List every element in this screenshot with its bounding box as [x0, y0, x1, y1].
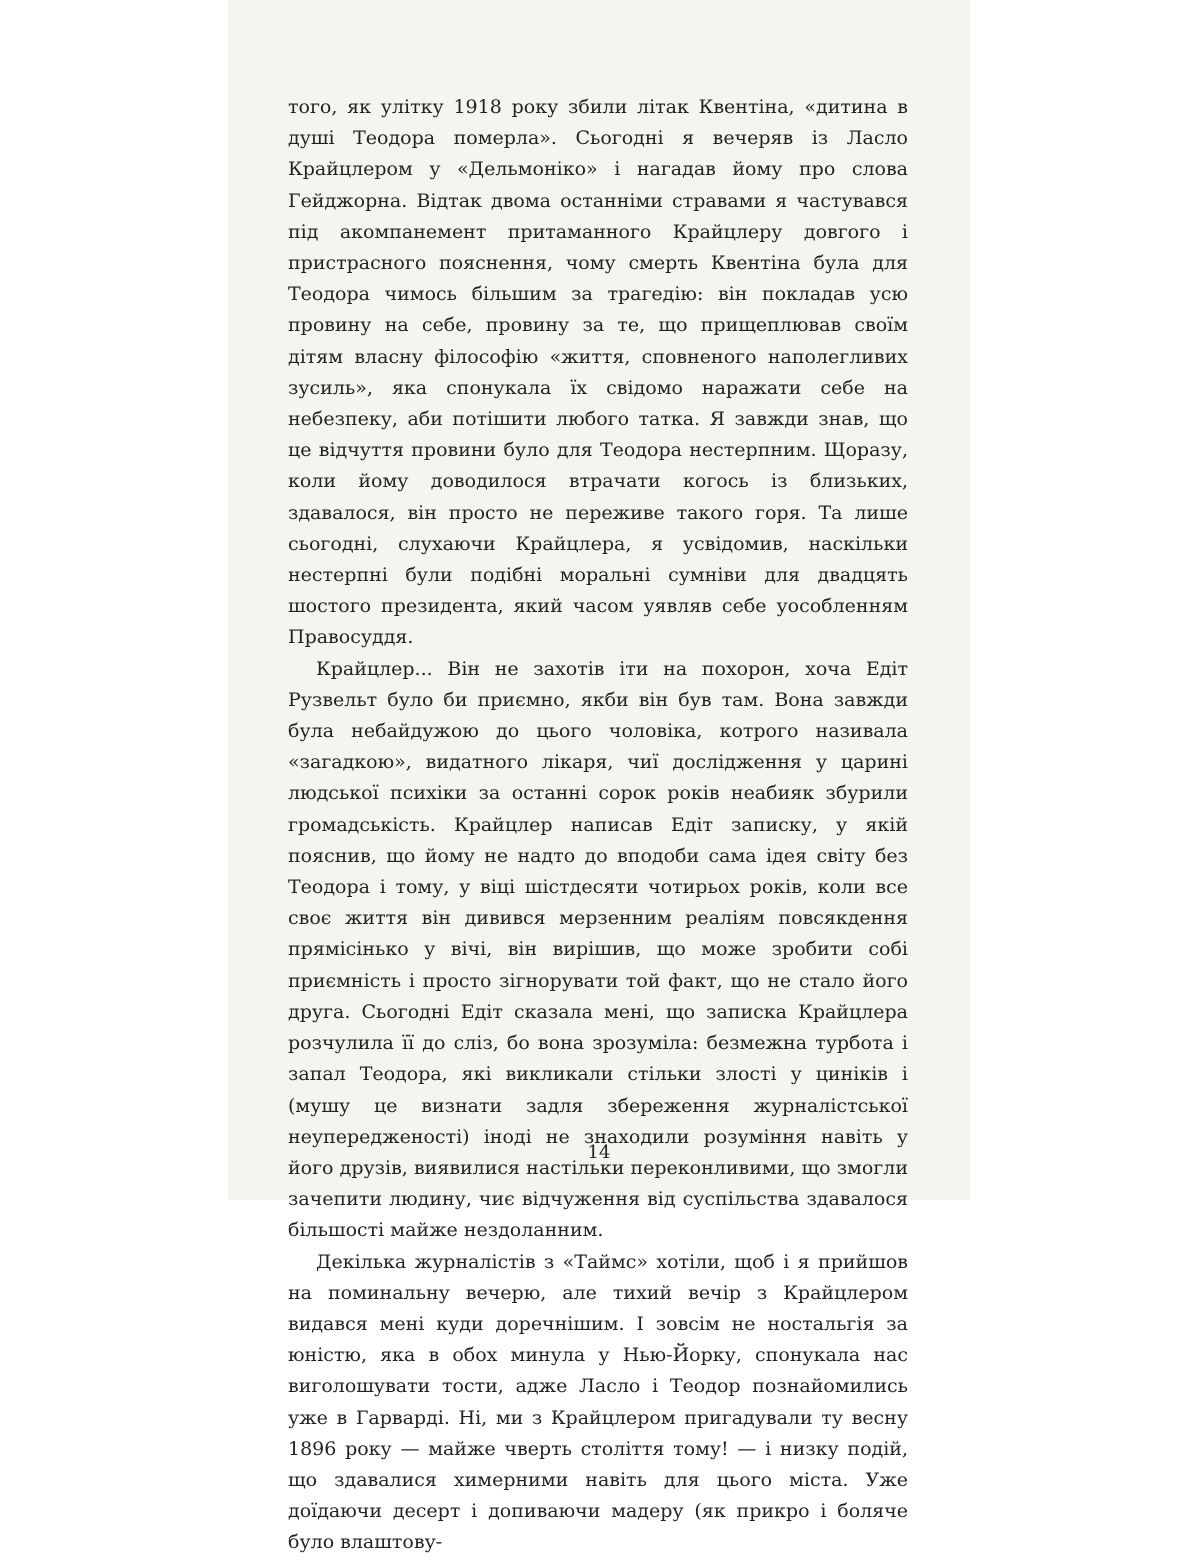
book-page	[228, 0, 970, 1554]
paragraph-2: Крайцлер... Він не захотів іти на похорон, хоча Едіт Рузвельт було би приємно, якби він був там. Вона завжди була небайдужою до цього чоловіка, котрого називала «загадкою», видатного лікаря, чиї дослідження у царині людської психіки за останні сорок років неабияк збурили громадськість. Крайцлер написав Едіт записку, у якій пояснив, що йому не надто до вподоби сама ідея світу без Теодора і тому, у віці шістдесяти чотирьох років, коли все своє життя він дивився мерзенним реаліям повсякдення прямісінько у вічі, він вирішив, що може зробити собі приємність і просто зігнорувати той факт, що не стало його друга. Сьогодні Едіт сказала мені, що записка Крайцлера розчулила її до сліз, бо вона зрозуміла: безмежна турбота і запал Теодора, які викликали стільки злості у циніків і (мушу це визнати задля збереження журналістської неупередженості) іноді не знаходили розуміння навіть у його друзів, виявилися настільки переконливими, що змогли зачепити людину, чиє відчуження від суспільства здавалося більшості майже нездоланним.	[288, 657, 908, 1242]
page-number: 14	[587, 1142, 611, 1163]
body-text	[288, 92, 908, 1559]
paragraph-3: Декілька журналістів з «Таймс» хотіли, щоб і я прийшов на поминальну вечерю, але тихий вечір з Крайцлером видався мені куди доречнішим. І зовсім не ностальгія за юністю, яка в обох минула у Нью-Йорку, спонукала нас виголошувати тости, адже Ласло і Теодор познайомились уже в Гарварді. Ні, ми з Крайцлером пригадували ту весну 1896 року — майже чверть століття тому! — і низку подій, що здавалися химерними навіть для цього міста. Уже доїдаючи десерт і допиваючи мадеру (як прикро і боляче було влаштову-	[288, 1250, 908, 1554]
paragraph-1: того, як улітку 1918 року збили літак Квентіна, «дитина в душі Теодора померла». Сьогодні я вечеряв із Ласло Крайцлером у «Дельмоніко» і нагадав йому про слова Гейджорна. Відтак двома останніми стравами я частувався під акомпанемент притаманного Крайцлеру довгого і пристрасного пояснення, чому смерть Квентіна була для Теодора чимось більшим за трагедію: він покладав усю провину на себе, провину за те, що прищеплював своїм дітям власну філософію «життя, сповненого наполегливих зусиль», яка спонукала їх свідомо наражати себе на небезпеку, аби потішити любого татка. Я завжди знав, що це відчуття провини було для Теодора нестерпним. Щоразу, коли йому доводилося втрачати когось із близьких, здавалося, він просто не переживе такого горя. Та лише сьогодні, слухаючи Крайцлера, я усвідомив, наскільки нестерпні були подібні моральні сумніви для двадцять шостого президента, який часом уявляв себе уособленням Правосуддя.	[288, 96, 908, 649]
